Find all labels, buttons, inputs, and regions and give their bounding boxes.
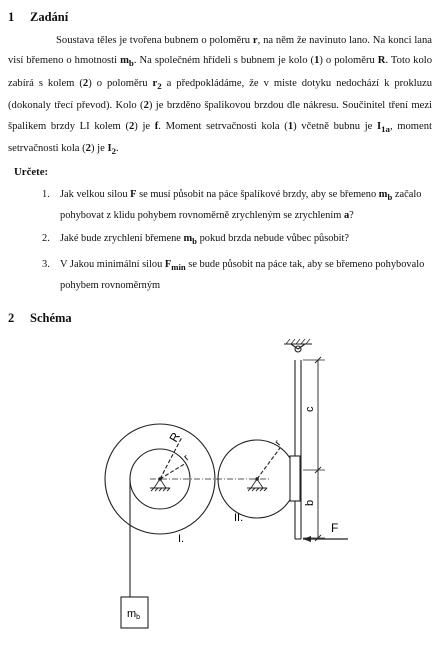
task-number: 2. xyxy=(42,233,50,245)
task-list xyxy=(0,186,441,300)
ground-hatching-top xyxy=(286,339,310,344)
mechanism-diagram xyxy=(0,330,441,659)
brake-shoe xyxy=(290,456,300,501)
section-2-title: Schéma xyxy=(30,311,72,325)
label-wheel-1: I. xyxy=(178,533,185,545)
hub-wheel-1 xyxy=(158,477,162,481)
task-text: Jaké bude zrychlení břemene $m_b$ pokud brzda nebude vůbec působit? xyxy=(60,233,350,247)
label-R: R xyxy=(166,429,183,445)
task-text: V Jakou minimální silou $F_{min}$ se bude působit na páce tak, aby se břemeno pohybovalo pohybem rovnoměrným xyxy=(60,258,425,291)
section-2-heading xyxy=(8,311,72,326)
section-1-number: 1 xyxy=(8,10,15,24)
assignment-paragraph: Soustava těles je tvořena bubnem o poloměru r, na něm že navinuto lano. Na konci lana visí břemeno o hmotnosti $m_b$. Na společném hřídeli s bubnem je kolo (1) o poloměru R. Toto kolo zabírá s kolem (2) o poloměru $r_2$ a předpokládáme, že v miste dotyku nedochází k prokluzu (dokonaly třecí převod). Kolo (2) je brzděno špalikovou brzdou dle nákresu. Součinitel tření mezi špalikem brzdy LI kolem (2) je f. Moment setrvačnosti kola (1) včetně bubnu je $I_{1a}$, moment setrvačnosti kola (2) je $I_2$. xyxy=(8,35,433,157)
section-1-heading xyxy=(8,10,68,25)
task-text: Jak velkou silou F se musí působit na páce špalíkové brzdy, aby se břemeno $m_b$ začalo pohybovat z klidu pohybem rovnoměrně zrychleným se zrychlením a? xyxy=(60,189,422,221)
task-item-1 xyxy=(0,186,435,225)
label-wheel-2: II. xyxy=(234,512,244,524)
label-F: F xyxy=(331,521,339,535)
label-mass xyxy=(127,608,140,621)
task-number: 1. xyxy=(42,189,50,200)
label-b: b xyxy=(304,499,316,506)
force-arrow-head xyxy=(303,536,311,542)
label-c: c xyxy=(304,406,316,412)
label-r2: r xyxy=(272,438,284,448)
section-1-title: Zadání xyxy=(30,10,69,24)
label-r: r xyxy=(181,452,192,464)
radius-r2-line xyxy=(257,448,280,479)
section-2-number: 2 xyxy=(8,311,15,325)
hub-wheel-2 xyxy=(255,477,259,481)
label-mass-m: m xyxy=(127,608,137,620)
task-number: 3. xyxy=(42,258,50,270)
task-item-2 xyxy=(0,230,435,251)
tasks-heading: Určete: xyxy=(14,166,49,178)
task-item-3 xyxy=(0,256,435,295)
label-mass-sub: b xyxy=(136,614,141,621)
